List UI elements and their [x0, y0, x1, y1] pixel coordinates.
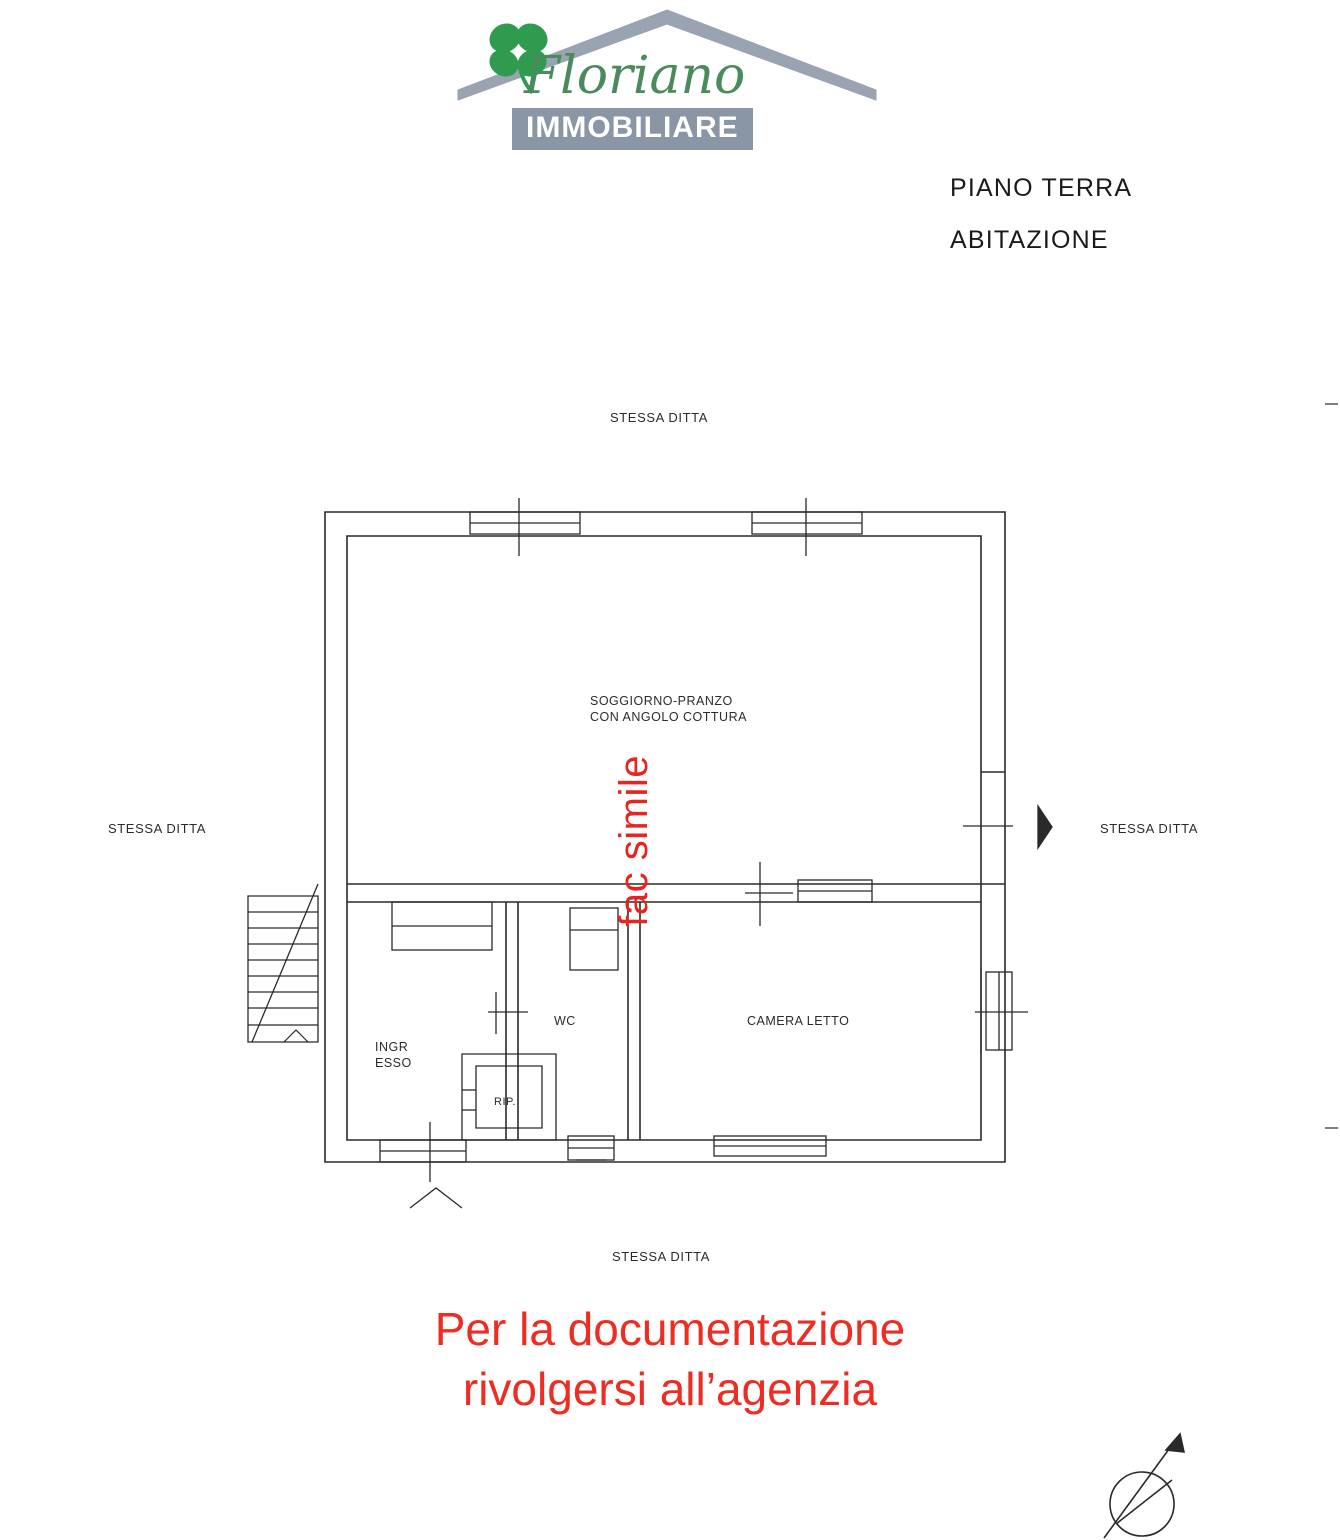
- north-arrow-icon: [1080, 1420, 1210, 1540]
- logo-brand-text: Floriano: [524, 46, 746, 106]
- neighbour-label-right: STESSA DITTA: [1100, 821, 1198, 836]
- room-label-storage: RIP.: [494, 1096, 516, 1108]
- plan-title-line1: PIANO TERRA: [950, 174, 1133, 202]
- room-label-living-room-line2: CON ANGOLO COTTURA: [590, 709, 747, 724]
- room-label-living-room-line1: SOGGIORNO-PRANZO: [590, 694, 733, 708]
- room-label-bedroom: CAMERA LETTO: [747, 1014, 850, 1028]
- room-label-wc: WC: [554, 1014, 576, 1028]
- neighbour-label-left: STESSA DITTA: [108, 821, 206, 836]
- agency-note: [0, 1300, 1340, 1420]
- neighbour-label-bottom: STESSA DITTA: [612, 1249, 710, 1264]
- logo-subtitle-text: IMMOBILIARE: [512, 108, 753, 150]
- room-label-living-room: [590, 694, 747, 725]
- agency-logo: [452, 4, 882, 154]
- fac-simile-watermark: fac simile: [612, 755, 656, 927]
- agency-note-line1: Per la documentazione: [434, 1303, 906, 1355]
- room-label-entrance-line2: ESSO: [375, 1055, 412, 1070]
- room-label-entrance: [375, 1040, 412, 1071]
- plan-title-line2: ABITAZIONE: [950, 226, 1109, 254]
- neighbour-label-top: STESSA DITTA: [610, 410, 708, 425]
- room-label-entrance-line1: INGR: [375, 1040, 409, 1054]
- agency-note-line2: rivolgersi all’agenzia: [462, 1362, 878, 1415]
